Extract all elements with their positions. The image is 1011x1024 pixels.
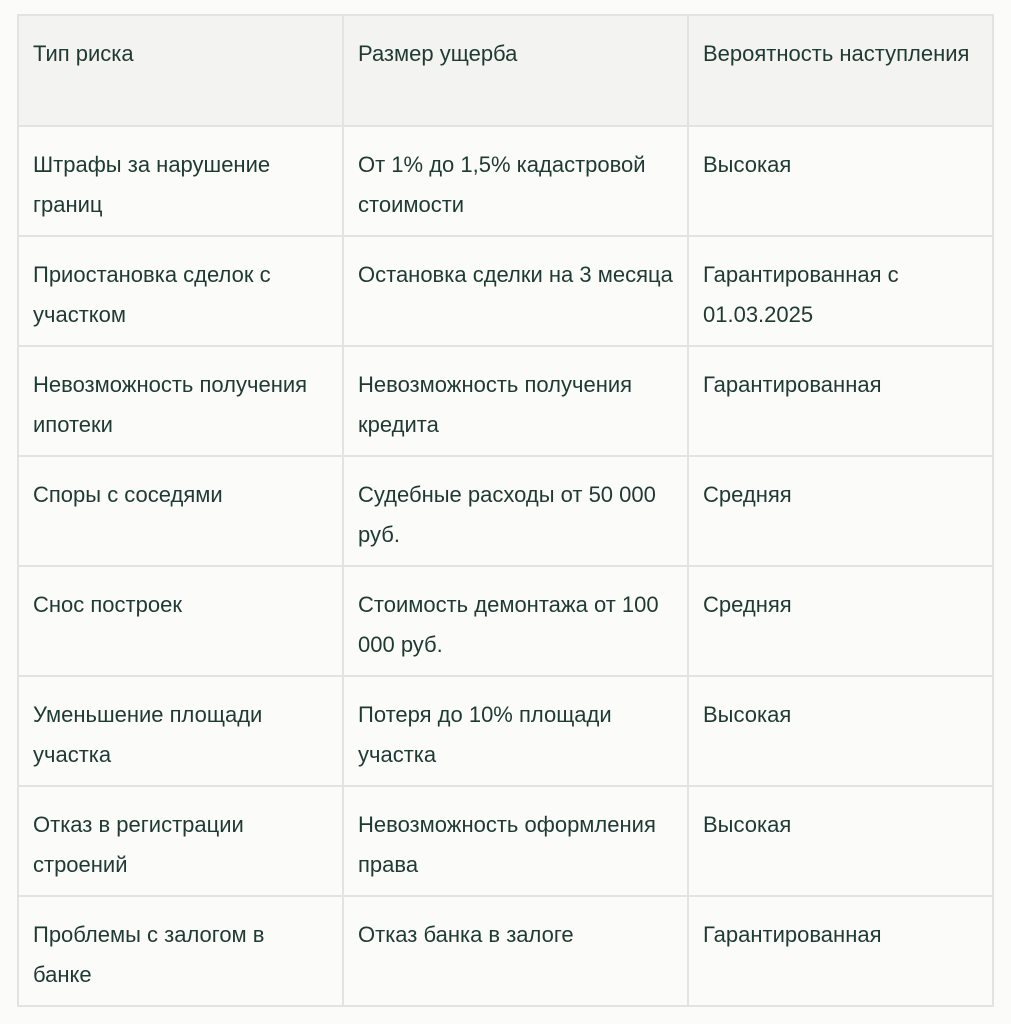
table-row bbox=[18, 566, 993, 676]
cell-damage-size: Судебные расходы от 50 000 руб. bbox=[343, 456, 688, 566]
cell-damage-size: Потеря до 10% площади участка bbox=[343, 676, 688, 786]
risk-table bbox=[17, 14, 994, 1007]
cell-probability: Высокая bbox=[688, 676, 993, 786]
table-row bbox=[18, 236, 993, 346]
header-damage-size: Размер ущерба bbox=[343, 15, 688, 126]
cell-risk-type: Уменьшение площади участка bbox=[18, 676, 343, 786]
cell-risk-type: Споры с соседями bbox=[18, 456, 343, 566]
cell-risk-type: Отказ в регистрации строений bbox=[18, 786, 343, 896]
cell-risk-type: Штрафы за нарушение границ bbox=[18, 126, 343, 236]
table-row bbox=[18, 126, 993, 236]
cell-damage-size: Невозможность оформления права bbox=[343, 786, 688, 896]
cell-probability: Гарантированная bbox=[688, 896, 993, 1006]
cell-risk-type: Невозможность получения ипотеки bbox=[18, 346, 343, 456]
cell-damage-size: Остановка сделки на 3 месяца bbox=[343, 236, 688, 346]
cell-probability: Высокая bbox=[688, 786, 993, 896]
cell-risk-type: Приостановка сделок с участком bbox=[18, 236, 343, 346]
cell-risk-type: Снос построек bbox=[18, 566, 343, 676]
table-row bbox=[18, 786, 993, 896]
cell-damage-size: От 1% до 1,5% кадастровой стоимости bbox=[343, 126, 688, 236]
table-row bbox=[18, 676, 993, 786]
cell-risk-type: Проблемы с залогом в банке bbox=[18, 896, 343, 1006]
table-row bbox=[18, 896, 993, 1006]
table-header bbox=[18, 15, 993, 126]
cell-damage-size: Отказ банка в залоге bbox=[343, 896, 688, 1006]
cell-probability: Гарантированная с 01.03.2025 bbox=[688, 236, 993, 346]
header-risk-type: Тип риска bbox=[18, 15, 343, 126]
cell-probability: Высокая bbox=[688, 126, 993, 236]
header-row bbox=[18, 15, 993, 126]
table-row bbox=[18, 346, 993, 456]
cell-probability: Гарантированная bbox=[688, 346, 993, 456]
table-container bbox=[17, 14, 992, 1007]
cell-probability: Средняя bbox=[688, 566, 993, 676]
table-body bbox=[18, 126, 993, 1006]
cell-probability: Средняя bbox=[688, 456, 993, 566]
header-probability: Вероятность наступления bbox=[688, 15, 993, 126]
cell-damage-size: Стоимость демонтажа от 100 000 руб. bbox=[343, 566, 688, 676]
table-row bbox=[18, 456, 993, 566]
cell-damage-size: Невозможность получения кредита bbox=[343, 346, 688, 456]
